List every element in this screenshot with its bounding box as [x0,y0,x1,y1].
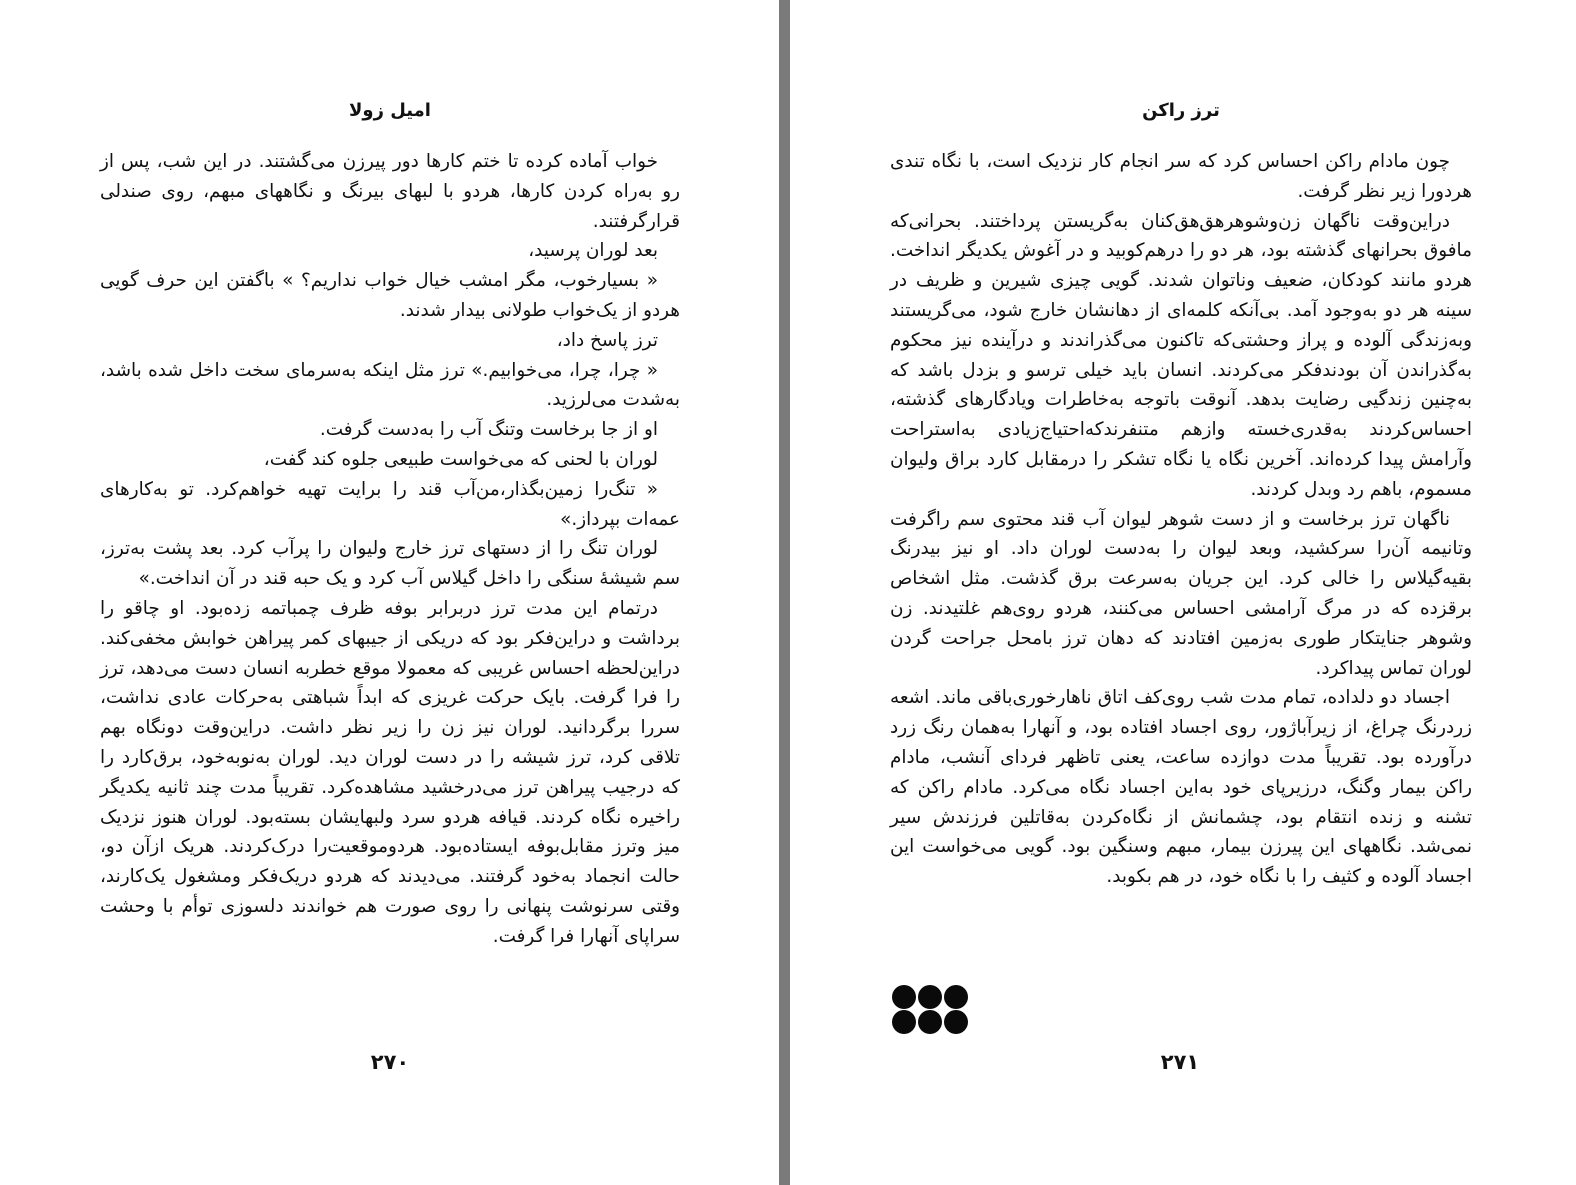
six-dots-ornament-icon [890,985,968,1035]
paragraph: « چرا، چرا، می‌خوابیم.» ترز مثل اینکه به‌سرمای سخت داخل شده باشد، به‌شدت می‌لرزید. [100,359,680,411]
paragraph: بعد لوران پرسید، [528,240,658,262]
running-head-author: امیل زولا [349,100,431,121]
right-page-body [890,147,1472,892]
ornament-dot [918,985,942,1009]
running-head-title: ترز راکن [1142,100,1220,121]
paragraph: « بسیارخوب، مگر امشب خیال خواب نداریم؟ » باگفتن این حرف گویی هردو از یک‌خواب طولانی بیدار شدند. [100,270,680,321]
ornament-dot [944,1010,968,1034]
book-spine-divider [779,0,790,1185]
ornament-dot [918,1010,942,1034]
paragraph: لوران با لحنی که می‌خواست طبیعی جلوه کند گفت، [263,448,658,470]
ornament-dot [944,985,968,1009]
paragraph: لوران تنگ را از دستهای ترز خارج ولیوان را پرآب کرد. بعد پشت به‌ترز، سم شیشهٔ سنگی را داخل گیلاس آب کرد و یک حبه قند در آن انداخت.» [100,538,680,590]
page-number-left: ۲۷۰ [370,1050,410,1074]
paragraph: اجساد دو دلداده، تمام مدت شب روی‌کف اتاق ناهارخوری‌باقی ماند. اشعه زردرنگ چراغ، از زیرآباژور، روی اجساد افتاده بود، و آنهارا به‌همان رنگ زرد درآورده بود. تقریباً مدت دوازده ساعت، یعنی تاظهر فردای آنشب، مادام راکن بیمار وگنگ، درزیرپای خود به‌این اجساد نگاه می‌کرد. مادام راکن که تشنه و زنده انتقام بود، چشمانش از نگاه‌کردن به‌قاتلین فرزندش سیر نمی‌شد. نگاههای این پیرزن بیمار، مبهم وسنگین بود. گویی می‌خواست این اجساد آلوده و کثیف را با نگاه خود، در هم بکوبد. [890,687,1472,888]
ornament-dot [892,1010,916,1034]
left-page [0,0,780,1185]
ornament-dot [892,985,916,1009]
right-page [790,0,1576,1185]
paragraph: چون مادام راکن احساس کرد که سر انجام کار نزدیک است، با نگاه تندی هردورا زیر نظر گرفت. [890,151,1472,202]
paragraph: ترز پاسخ داد، [556,329,658,351]
left-page-body [100,147,680,952]
paragraph: ناگهان ترز برخاست و از دست شوهر لیوان آب قند محتوی سم راگرفت وتانیمه آن‌را سرکشید، وبعد لیوان را به‌دست لوران داد. او نیز بیدرنگ بقیه‌گیلاس را خالی کرد. این جریان به‌سرعت برق گذشت. مثل اشخاص برقزده که در مرگ آرامشی احساس می‌کنند، هردو روی‌هم غلتیدند. زن وشوهر جنایتکار طوری به‌زمین افتادند که دهان ترز بامحل جراحت گردن لوران تماس پیداکرد. [890,508,1472,679]
paragraph: خواب آماده کرده تا ختم کارها دور پیرزن می‌گشتند. در این شب، پس از رو به‌راه کردن کارها، هردو با لبهای بیرنگ و نگاههای مبهم، روی صندلی قرارگرفتند. [100,151,680,232]
paragraph: دراین‌وقت ناگهان زن‌وشوهرهق‌هق‌کنان به‌گریستن پرداختند. بحرانی‌که مافوق بحرانهای گذشته بود، هر دو را درهم‌کوبید و در آغوش یکدیگر انداخت. هردو مانند کودکان، ضعیف وناتوان شدند. گویی چیزی شیرین و ظریف در سینه هر دو به‌وجود آمد. بی‌آنکه کلمه‌ای از دهانشان خارج شود، می‌گریستند وبه‌زندگی آلوده و پراز وحشتی‌که تاکنون می‌گذراندند و درآینده نیز محکوم به‌گذراندن آن بودند‌فکر می‌کردند. انسان باید خیلی ترسو و بزدل باشد که به‌چنین زندگیی رضایت بدهد. آنوقت باتوجه به‌خاطرات ویادگارهای گذشته، احساس‌کردند به‌قدری‌خسته وازهم متنفرندکه‌احتیاج‌زیادی به‌استراحت وآرامش پیدا کرده‌اند. آخرین نگاه یا نگاه تشکر را درمقابل کارد براق ولیوان مسموم، باهم رد وبدل کردند. [890,210,1472,500]
page-number-right: ۲۷۱ [1160,1050,1200,1074]
paragraph: « تنگ‌را زمین‌بگذار،من‌آب قند را برایت تهیه خواهم‌کرد. تو به‌کارهای عمه‌ات بپرداز.» [100,478,680,530]
paragraph: او از جا برخاست وتنگ آب را به‌دست گرفت. [319,419,658,441]
paragraph: درتمام این مدت ترز دربرابر بوفه ظرف چمباتمه زده‌بود. او چاقو را برداشت و دراین‌فکر بود که دریکی از جیبهای کمر پیراهن خوابش مخفی‌کند. دراین‌لحظه احساس غریبی که معمولا موقع خطربه انسان دست می‌دهد، ترز را فرا گرفت. بایک حرکت غریزی که ابداً شباهتی به‌حرکات عادی نداشت، سررا برگردانید. لوران نیز زن را زیر نظر داشت. دراین‌وقت دونگاه بهم تلاقی کرد، ترز شیشه را در دست لوران دید. لوران به‌نوبه‌خود، برق‌کارد را که درجیب پیراهن ترز می‌درخشید مشاهده‌کرد. تقریباً مدت چند ثانیه یکدیگر راخیره نگاه کردند. قیافه هردو سرد ولبهایشان بسته‌بود. لوران هنوز نزدیک میز وترز مقابل‌بوفه ایستاده‌بود. هردوموقعیت‌را درک‌کردند. هریک ازآن دو، حالت انجماد به‌خود گرفتند. می‌دیدند که هردو دریک‌فکر ومشغول یک‌کارند، وقتی سرنوشت پنهانی را روی صورت هم خواندند دلسوزی توأم با وحشت سراپای آنهارا فرا گرفت. [100,597,680,947]
